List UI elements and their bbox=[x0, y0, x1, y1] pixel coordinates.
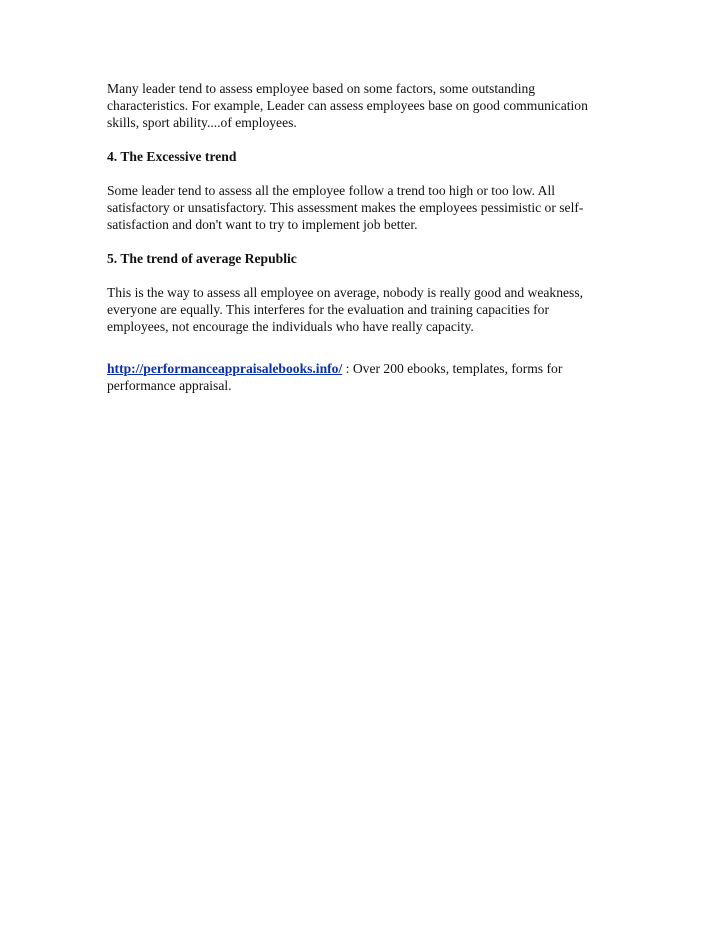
paragraph-2 bbox=[107, 182, 647, 234]
footer-text: : Over 200 ebooks, templates, forms for bbox=[342, 361, 563, 376]
text-line: employees, not encourage the individuals who have really capacity. bbox=[107, 319, 474, 335]
paragraph-3 bbox=[107, 284, 647, 336]
text-line: Some leader tend to assess all the employee follow a trend too high or too low. All bbox=[107, 183, 555, 198]
text-line: Many leader tend to assess employee based on some factors, some outstanding bbox=[107, 81, 536, 96]
section-heading-4: 4. The Excessive trend bbox=[107, 149, 237, 164]
text-line: satisfactory or unsatisfactory. This assessment makes the employees pessimistic or self- bbox=[107, 200, 584, 216]
text-line: characteristics. For example, Leader can assess employees base on good communication bbox=[107, 98, 588, 114]
text-line: everyone are equally. This interferes for the evaluation and training capacities for bbox=[107, 302, 549, 318]
text-line: satisfaction and don't want to try to implement job better. bbox=[107, 217, 418, 233]
text-line: skills, sport ability....of employees. bbox=[107, 115, 297, 131]
ebooks-link[interactable]: http://performanceappraisalebooks.info/ bbox=[107, 361, 343, 376]
footer-note bbox=[107, 360, 647, 394]
footer-text-line2: performance appraisal. bbox=[107, 378, 232, 394]
text-line: This is the way to assess all employee on average, nobody is really good and weakness, bbox=[107, 285, 584, 300]
section-heading-5: 5. The trend of average Republic bbox=[107, 251, 297, 266]
paragraph-1 bbox=[107, 80, 647, 132]
